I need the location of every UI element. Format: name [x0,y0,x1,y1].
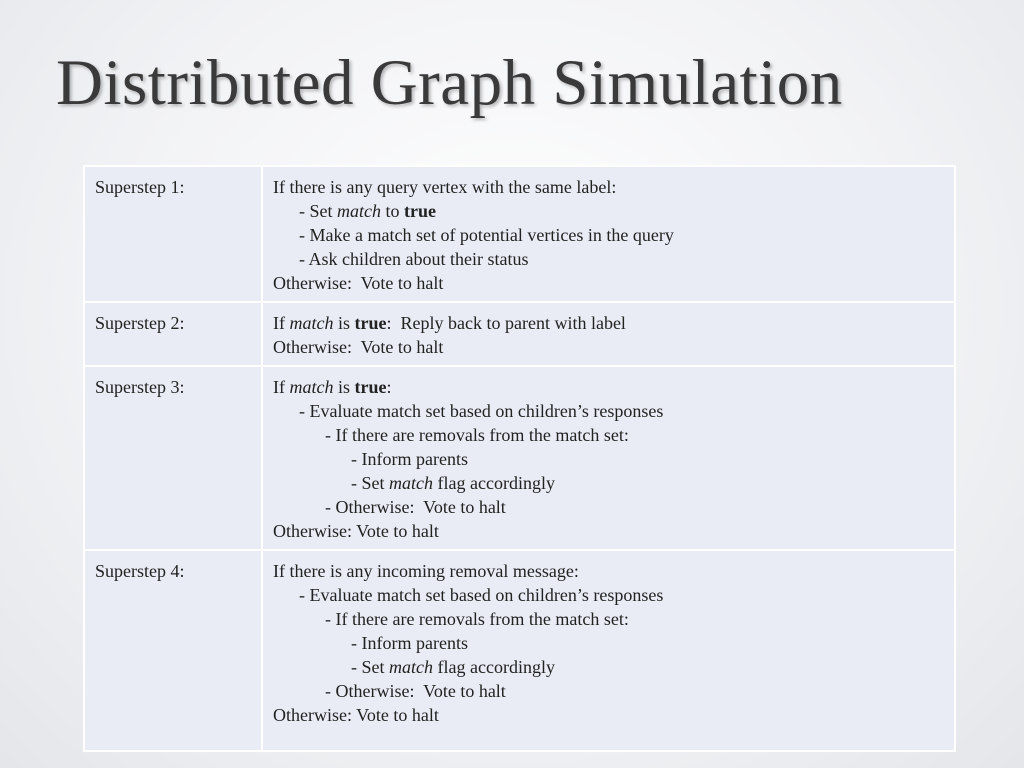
description-line: - Ask children about their status [299,249,529,269]
table-row-superstep-4 [84,550,955,751]
slide-title: Distributed Graph Simulation [56,47,843,119]
description-line: - Inform parents [351,633,468,653]
match-keyword: match [289,377,334,397]
description-line: - Inform parents [351,449,468,469]
superstep-label: Superstep 4: [84,550,262,751]
description-line: - If there are removals from the match set: [325,609,629,629]
description-line: Otherwise: Vote to halt [273,521,439,541]
match-keyword: match [289,313,334,333]
superstep-label: Superstep 3: [84,366,262,550]
match-keyword: match [389,657,433,677]
superstep-label: Superstep 1: [84,166,262,302]
superstep-description [262,166,955,302]
table-row-superstep-1 [84,166,955,302]
superstep-description [262,366,955,550]
table-row-superstep-3 [84,366,955,550]
description-line: If there is any query vertex with the same label: [273,177,617,197]
true-keyword: true [354,377,387,397]
description-line: - Set match flag accordingly [351,657,555,677]
description-line: - Evaluate match set based on children’s responses [299,401,664,421]
description-line: - Otherwise: Vote to halt [325,497,506,517]
table-row-superstep-2 [84,302,955,366]
description-line: Otherwise: Vote to halt [273,705,439,725]
description-line: If match is true: Reply back to parent with label [273,313,626,333]
superstep-description [262,302,955,366]
description-line: - Set match flag accordingly [351,473,555,493]
match-keyword: match [337,201,381,221]
description-line: Otherwise: Vote to halt [273,337,444,357]
true-keyword: true [404,201,436,221]
description-line: - Make a match set of potential vertices in the query [299,225,674,245]
description-line: If there is any incoming removal message: [273,561,579,581]
match-keyword: match [389,473,433,493]
description-line: - If there are removals from the match set: [325,425,629,445]
description-line: - Otherwise: Vote to halt [325,681,506,701]
description-line: If match is true: [273,377,392,397]
superstep-table [83,165,956,752]
description-line: - Set match to true [299,201,436,221]
superstep-description [262,550,955,751]
superstep-label: Superstep 2: [84,302,262,366]
description-line: Otherwise: Vote to halt [273,273,444,293]
description-line: - Evaluate match set based on children’s responses [299,585,664,605]
true-keyword: true [354,313,387,333]
